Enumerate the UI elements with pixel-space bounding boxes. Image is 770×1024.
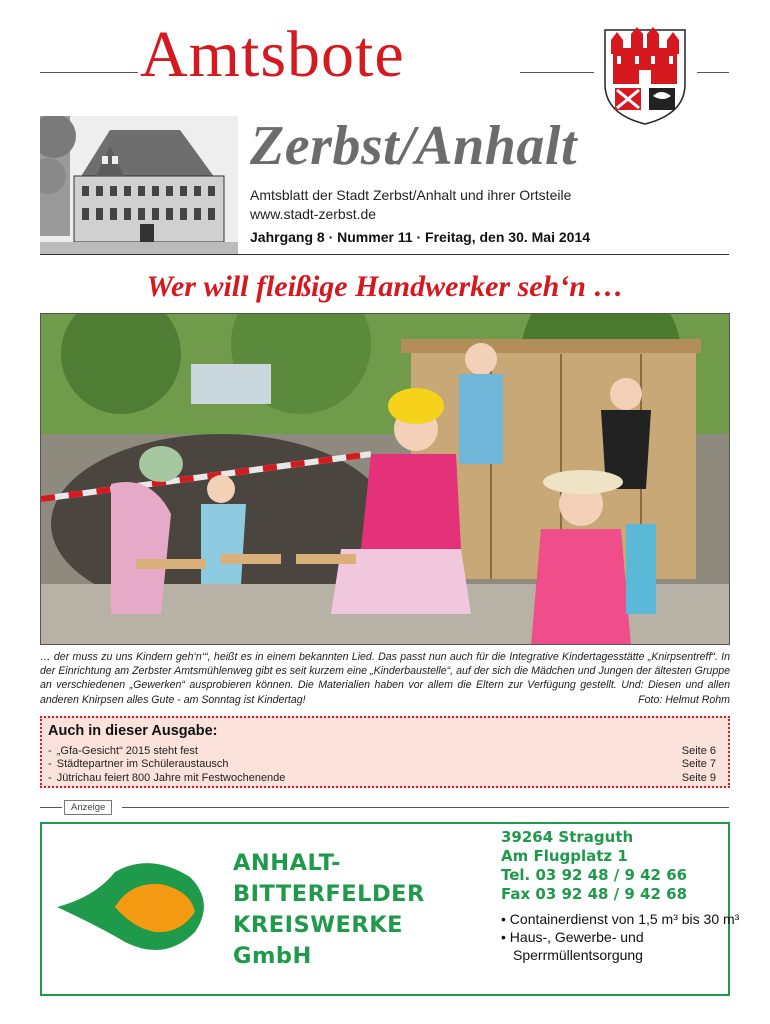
list-item-page: Seite 9 [681,771,716,784]
masthead-title: Amtsbote [140,18,405,91]
issue-info: Jahrgang 8 · Nummer 11 · Freitag, den 30. Mai 2014 [250,229,591,245]
caption-text: … der muss zu uns Kindern geh‘n‘“, heißt es in einem bekannten Lied. Das passt nun auch für die Integrative Kindertagesstätte „Knirpsentreff“. In der Einrichtung am Zerbster Amtsmühlenweg gibt es seit kurzem eine „Kinderbaustelle“, auf der sich die Mädchen und Jungen der ältesten Gruppe an verschiedenen „Gewerken“ ausprobieren können. Die Materialien haben vor allem die Eltern zur Verfügung gestellt. Und: Diesen und allen anderen Knirpsen alles Gute - am Sonntag ist Kindertag! [40,651,730,706]
list-item-text: - Städtepartner im Schüleraustausch [48,758,229,771]
masthead-city: Zerbst/Anhalt [250,115,578,177]
photo-credit: Foto: Helmut Rohm [638,693,730,706]
masthead-rule-left [40,72,138,73]
list-item-text: - „Gfa-Gesicht“ 2015 steht fest [48,745,198,757]
list-item[interactable] [48,758,716,771]
town-hall-illustration [40,116,238,254]
in-this-issue-box [40,716,730,788]
masthead-rule-right [697,72,729,73]
coat-of-arms-icon [601,26,689,126]
ad-label: Anzeige [64,800,112,815]
list-item[interactable] [48,772,716,785]
company-logo-leaf-icon [55,862,210,952]
service-item: • Containerdienst von 1,5 m³ bis 30 m³ [501,911,740,927]
masthead-rule-bottom [40,254,729,255]
list-item[interactable] [48,745,716,758]
masthead-rule-middle [520,72,594,73]
company-services [501,910,770,964]
list-item-page: Seite 7 [681,758,716,771]
list-item-page: Seite 6 [681,745,716,757]
list-item-text: - Jütrichau feiert 800 Jahre mit Festwochenende [48,771,286,784]
in-this-issue-heading: Auch in dieser Ausgabe: [48,723,218,739]
children-construction-photo [40,313,730,645]
photo-caption [40,650,730,707]
masthead-website[interactable]: www.stadt-zerbst.de [250,206,377,222]
headline: Wer will fleißige Handwerker seh‘n … [146,270,624,303]
service-item: • Haus-, Gewerbe- und Sperrmüllentsorgung [501,929,644,963]
ad-rule-right [122,807,729,808]
company-contact: 39264 Straguth Am Flugplatz 1 Tel. 03 92 48 / 9 42 66 Fax 03 92 48 / 9 42 68 [501,828,688,903]
company-name: ANHALT- BITTERFELDER KREISWERKE GmbH [233,850,425,969]
ad-rule-left [40,807,62,808]
masthead-subtitle: Amtsblatt der Stadt Zerbst/Anhalt und ihrer Ortsteile [250,187,572,203]
